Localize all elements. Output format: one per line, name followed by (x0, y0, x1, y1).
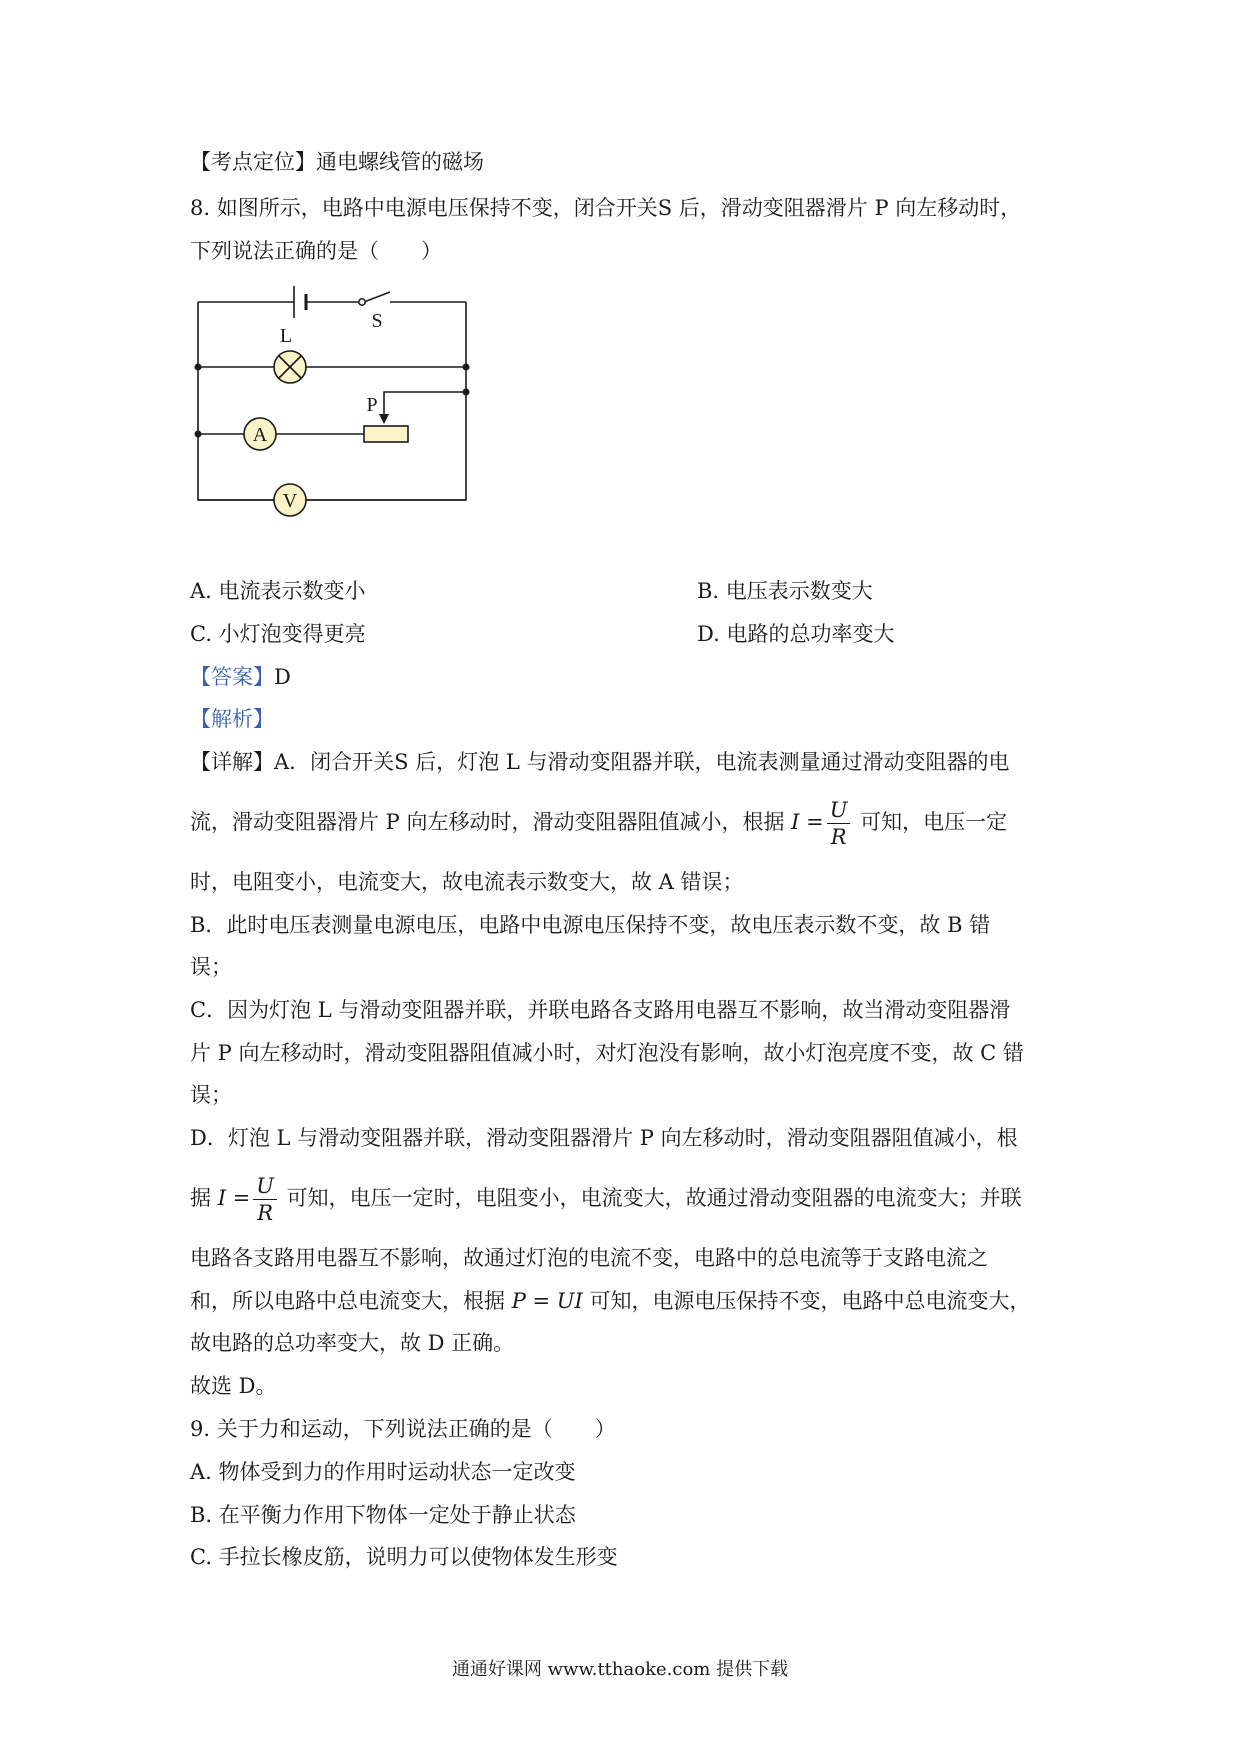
ammeter-label: A (252, 424, 268, 446)
q9-stem: 9. 关于力和运动，下列说法正确的是（ ） (190, 1417, 616, 1441)
q8-stem-line-1: 8. 如图所示，电路中电源电压保持不变，闭合开关S 后，滑动变阻器滑片 P 向左移动时， (190, 196, 1022, 220)
q8-option-d[interactable]: D. 电路的总功率变大 (697, 622, 895, 646)
q8-stem-line-2: 下列说法正确的是（ ） (190, 239, 442, 263)
detail-a-line-2 (190, 792, 1007, 852)
slider-wire (384, 392, 466, 414)
rheostat (364, 426, 408, 442)
power-formula: P = UI (511, 1289, 583, 1313)
answer-label: 【答案】 (190, 665, 274, 689)
q8-option-c[interactable]: C. 小灯泡变得更亮 (190, 622, 366, 646)
formula-numerator: U (253, 1173, 277, 1200)
formula-denominator: R (257, 1201, 274, 1225)
q8-option-b[interactable]: B. 电压表示数变大 (697, 579, 873, 603)
formula-numerator: U (827, 797, 851, 824)
slider-label: P (366, 394, 378, 416)
detail-b-line-2: 误； (190, 955, 232, 979)
kaodian-line (190, 147, 484, 177)
circuit-outer-wire (198, 302, 466, 500)
detail-d-line-4 (190, 1286, 1030, 1316)
q8-option-a[interactable]: A. 电流表示数变小 (190, 579, 366, 603)
detail-d-text-2-post: 可知，电压一定时，电阻变小，电流变大，故通过滑动变阻器的电流变大；并联 (286, 1186, 1022, 1210)
voltmeter-label: V (282, 490, 298, 512)
slider-arrow (379, 414, 389, 424)
junction-dot (463, 389, 470, 396)
detail-a-text-1: A．闭合开关S 后，灯泡 L 与滑动变阻器并联，电流表测量通过滑动变阻器的电 (274, 750, 1010, 774)
detail-d-line-3: 电路各支路用电器互不影响，故通过灯泡的电流不变，电路中的总电流等于支路电流之 (190, 1246, 988, 1270)
detail-c-line-3: 误； (190, 1083, 232, 1107)
detail-c-line-2: 片 P 向左移动时，滑动变阻器阻值减小时，对灯泡没有影响，故小灯泡亮度不变，故 C 错 (190, 1041, 1024, 1065)
conclusion: 故选 D。 (190, 1374, 277, 1398)
detail-d-line-2 (190, 1168, 1022, 1228)
kaodian-text: 通电螺线管的磁场 (316, 150, 484, 174)
junction-dot (195, 431, 202, 438)
formula-fraction (253, 1173, 277, 1226)
q9-option-a[interactable]: A. 物体受到力的作用时运动状态一定改变 (190, 1460, 576, 1484)
detail-d-line-5: 故电路的总功率变大，故 D 正确。 (190, 1331, 515, 1355)
switch-contact (359, 299, 365, 305)
detail-b-line-1: B．此时电压表测量电源电压，电路中电源电压保持不变，故电压表示数不变，故 B 错 (190, 913, 991, 937)
detail-label: 【详解】 (190, 750, 274, 774)
q9-option-b[interactable]: B. 在平衡力作用下物体一定处于静止状态 (190, 1503, 576, 1527)
detail-a-text-2-pre: 流，滑动变阻器滑片 P 向左移动时，滑动变阻器阻值减小，根据 (190, 810, 785, 834)
switch-blade (364, 292, 390, 302)
page-footer: 通通好课网 www.tthaoke.com 提供下载 (451, 1659, 789, 1680)
lamp-label: L (279, 325, 293, 347)
formula-denominator: R (830, 825, 847, 849)
formula-lhs: I = (791, 810, 824, 834)
answer-value: D (274, 665, 291, 689)
detail-c-line-1: C．因为灯泡 L 与滑动变阻器并联，并联电路各支路用电器互不影响，故当滑动变阻器滑 (190, 998, 1011, 1022)
detail-a-text-2-post: 可知，电压一定 (860, 810, 1008, 834)
detail-a-line-1 (190, 747, 1010, 777)
formula-lhs: I = (217, 1186, 251, 1210)
detail-d-text-4-pre: 和，所以电路中总电流变大，根据 (190, 1289, 505, 1313)
detail-d-text-2-pre: 据 (190, 1186, 211, 1210)
answer-line (190, 662, 291, 692)
switch-label: S (371, 310, 383, 332)
detail-a-line-3: 时，电阻变小，电流变大，故电流表示数变大，故 A 错误； (190, 870, 744, 894)
junction-dot (463, 364, 470, 371)
kaodian-label: 【考点定位】 (190, 150, 316, 174)
junction-dot (195, 364, 202, 371)
detail-d-text-4-post: 可知，电源电压保持不变，电路中总电流变大， (589, 1289, 1031, 1313)
formula-fraction (827, 797, 851, 850)
analysis-label: 【解析】 (190, 707, 274, 731)
q9-option-c[interactable]: C. 手拉长橡皮筋，说明力可以使物体发生形变 (190, 1545, 618, 1569)
detail-d-line-1: D．灯泡 L 与滑动变阻器并联，滑动变阻器滑片 P 向左移动时，滑动变阻器阻值减小，根 (190, 1126, 1018, 1150)
circuit-diagram (190, 282, 480, 522)
